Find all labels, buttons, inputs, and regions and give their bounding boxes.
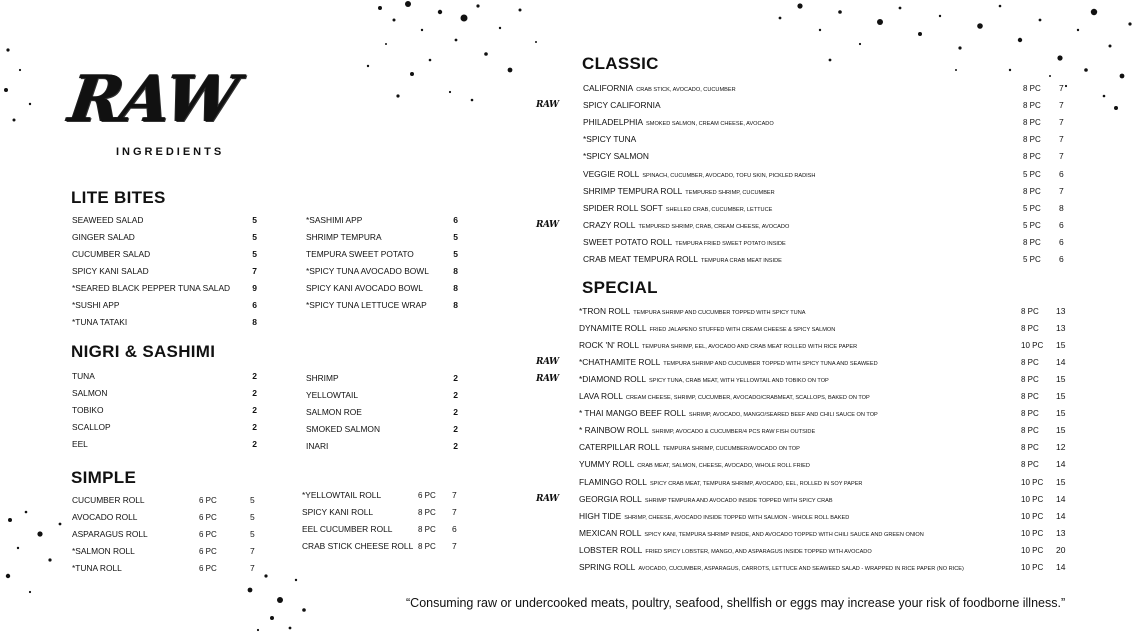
raw-badge-icon: RAW (536, 219, 559, 230)
classic-item-pieces: 8 PC (1023, 84, 1041, 93)
simple-item-name: *YELLOWTAIL ROLL (302, 490, 382, 500)
classic-item-description: SPINACH, CUCUMBER, AVOCADO, TOFU SKIN, PICKLED RADISH (642, 172, 816, 179)
nigiri-item-name: TUNA (72, 371, 95, 381)
special-item-price: 14 (1056, 510, 1066, 521)
special-item-name (579, 562, 964, 575)
simple-item-pieces: 8 PC (418, 525, 436, 534)
classic-item-description: TEMPURED SHRIMP, CRAB, CREAM CHEESE, AVOCADO (638, 223, 790, 230)
lite-bites-item-price: 5 (252, 232, 257, 242)
classic-item-title: SHRIMP TEMPURA ROLL (583, 185, 683, 196)
special-item-title: * THAI MANGO BEEF ROLL (579, 408, 686, 419)
classic-item-name (583, 203, 772, 216)
special-item-name (579, 357, 878, 370)
nigiri-item-name: SMOKED SALMON (306, 424, 380, 434)
lite-bites-item-price: 5 (453, 232, 458, 242)
classic-item-title: SPICY CALIFORNIA (583, 100, 661, 111)
simple-item-price: 6 (452, 524, 457, 534)
simple-item-price: 7 (250, 563, 255, 573)
special-item-description: FRIED SPICY LOBSTER, MANGO, AND ASPARAGUS INSIDE TOPPED WITH AVOCADO (645, 548, 872, 555)
simple-item-price: 7 (250, 546, 255, 556)
nigiri-sashimi-title: NIGRI & SASHIMI (71, 342, 216, 361)
lite-bites-item-name: *SEARED BLACK PEPPER TUNA SALAD (72, 283, 231, 293)
special-item-name (579, 459, 810, 472)
classic-item-title: SWEET POTATO ROLL (583, 236, 673, 247)
special-item-title: LOBSTER ROLL (579, 544, 643, 555)
raw-badge-icon: RAW (536, 493, 559, 504)
nigiri-item-name: YELLOWTAIL (306, 390, 358, 400)
special-item-title: HIGH TIDE (579, 510, 622, 521)
simple-item-pieces: 8 PC (418, 508, 436, 517)
lite-bites-item-name: *SPICY TUNA LETTUCE WRAP (306, 300, 427, 310)
lite-bites-item-name: *SASHIMI APP (306, 215, 363, 225)
simple-item-price: 5 (250, 529, 255, 539)
special-item-pieces: 10 PC (1021, 562, 1044, 572)
classic-item-price: 8 (1059, 202, 1064, 213)
special-item-description: TEMPURA SHRIMP, EEL, AVOCADO AND CRAB MEAT ROLLED WITH RICE PAPER (641, 344, 858, 351)
lite-bites-title: LITE BITES (71, 188, 166, 207)
special-item-name (579, 340, 857, 353)
lite-bites-item-name: *SPICY TUNA AVOCADO BOWL (306, 266, 429, 276)
special-item-price: 13 (1056, 306, 1066, 316)
classic-item-price: 6 (1059, 219, 1064, 230)
nigiri-item-name: SHRIMP (306, 373, 339, 383)
lite-bites-item-price: 8 (252, 317, 257, 327)
special-item-title: LAVA ROLL (579, 391, 623, 402)
simple-item-name: SPICY KANI ROLL (302, 507, 374, 517)
classic-item-price: 7 (1059, 134, 1064, 145)
nigiri-item-name: INARI (306, 441, 329, 451)
classic-item-description: CRAB STICK, AVOCADO, CUCUMBER (636, 87, 736, 93)
simple-item-name: CRAB STICK CHEESE ROLL (302, 541, 414, 551)
special-item-price: 14 (1056, 357, 1066, 368)
special-item-description: SHRIMP, CHEESE, AVOCADO INSIDE TOPPED WITH SALMON - WHOLE ROLL BAKED (624, 514, 850, 521)
special-item-pieces: 8 PC (1021, 358, 1039, 368)
classic-item-pieces: 8 PC (1023, 186, 1041, 196)
special-item-price: 13 (1056, 323, 1066, 334)
special-item-pieces: 8 PC (1021, 392, 1039, 402)
raw-badge-icon: RAW (536, 100, 559, 111)
simple-item-price: 5 (250, 512, 255, 522)
simple-item-pieces: 6 PC (199, 547, 217, 556)
special-item-name (579, 425, 815, 438)
special-item-price: 12 (1056, 442, 1066, 453)
special-item-pieces: 10 PC (1021, 528, 1044, 538)
special-item-price: 13 (1056, 527, 1066, 538)
special-item-pieces: 10 PC (1021, 477, 1044, 487)
raw-badge-icon: RAW (536, 374, 559, 385)
special-item-name (579, 545, 872, 558)
special-item-price: 15 (1056, 408, 1066, 419)
special-item-title: *TRON ROLL (579, 306, 631, 316)
simple-item-name: *TUNA ROLL (72, 563, 122, 573)
special-item-pieces: 8 PC (1021, 307, 1039, 316)
special-item-pieces: 8 PC (1021, 375, 1039, 385)
nigiri-item-price: 2 (252, 388, 257, 398)
classic-item-description: SMOKED SALMON, CREAM CHEESE, AVOCADO (646, 121, 774, 128)
nigiri-item-price: 2 (453, 424, 458, 434)
lite-bites-item-name: SPICY KANI AVOCADO BOWL (306, 283, 423, 293)
special-item-description: AVOCADO, CUCUMBER, ASPARAGUS, CARROTS, LETTUCE AND SEAWEED SALAD - WRAPPED IN RICE PAPER (NO RICE) (638, 565, 964, 572)
special-item-title: YUMMY ROLL (579, 459, 635, 470)
special-item-price: 15 (1056, 425, 1066, 436)
simple-item-name: CUCUMBER ROLL (72, 495, 145, 505)
classic-item-pieces: 5 PC (1023, 203, 1041, 213)
lite-bites-item-price: 5 (252, 215, 257, 225)
special-item-description: SHRIMP, AVOCADO & CUCUMBER/4 PCS RAW FISH OUTSIDE (651, 429, 816, 436)
special-item-description: SHRIMP TEMPURA AND AVOCADO INSIDE TOPPED WITH SPICY CRAB (644, 497, 833, 504)
special-item-title: GEORGIA ROLL (579, 493, 642, 504)
nigiri-item-name: SALMON ROE (306, 407, 362, 417)
simple-item-price: 7 (452, 490, 457, 500)
nigiri-item-price: 2 (453, 441, 458, 451)
ink-splatter-bottom-left (0, 500, 320, 640)
classic-item-title: CRAZY ROLL (583, 219, 636, 230)
lite-bites-item-name: *TUNA TATAKI (72, 317, 128, 327)
lite-bites-item-price: 7 (252, 266, 257, 276)
lite-bites-item-price: 9 (252, 283, 257, 293)
classic-item-description: SHELLED CRAB, CUCUMBER, LETTUCE (665, 206, 773, 213)
classic-item-price: 6 (1059, 254, 1064, 264)
lite-bites-item-price: 6 (453, 215, 458, 225)
special-item-price: 15 (1056, 476, 1066, 487)
nigiri-item-price: 2 (453, 390, 458, 400)
nigiri-item-price: 2 (252, 405, 257, 415)
classic-item-price: 7 (1059, 83, 1064, 93)
classic-item-price: 7 (1059, 100, 1064, 111)
classic-item-pieces: 5 PC (1023, 220, 1041, 230)
special-item-name (579, 511, 849, 524)
special-item-price: 14 (1056, 493, 1066, 504)
classic-item-name (583, 186, 775, 199)
special-item-description: TEMPURA SHRIMP AND CUCUMBER TOPPED WITH SPICY TUNA (633, 310, 806, 316)
nigiri-item-name: SCALLOP (72, 422, 111, 432)
special-item-price: 15 (1056, 374, 1066, 385)
special-item-title: *DIAMOND ROLL (579, 374, 647, 385)
nigiri-item-price: 2 (252, 439, 257, 449)
classic-item-title: CRAB MEAT TEMPURA ROLL (583, 254, 698, 264)
special-item-pieces: 10 PC (1021, 511, 1044, 521)
special-item-name (579, 442, 800, 455)
classic-item-title: VEGGIE ROLL (583, 168, 640, 179)
special-item-title: *CHATHAMITE ROLL (579, 357, 661, 368)
special-item-name (579, 494, 833, 507)
classic-item-name (583, 151, 649, 162)
special-item-description: TEMPURA SHRIMP AND CUCUMBER TOPPED WITH SPICY TUNA AND SEAWEED (663, 361, 878, 368)
special-item-title: MEXICAN ROLL (579, 527, 642, 538)
special-item-name (579, 323, 835, 336)
lite-bites-item-name: TEMPURA SWEET POTATO (306, 249, 414, 259)
simple-item-name: EEL CUCUMBER ROLL (302, 524, 393, 534)
classic-item-name (583, 237, 786, 250)
classic-item-title: CALIFORNIA (583, 83, 634, 93)
simple-item-pieces: 6 PC (199, 496, 217, 505)
classic-item-description: TEMPURA CRAB MEAT INSIDE (700, 258, 782, 264)
special-item-name (579, 306, 806, 319)
classic-item-pieces: 8 PC (1023, 101, 1041, 111)
special-item-description: SPICY KANI, TEMPURA SHRIMP INSIDE, AND AVOCADO TOPPED WITH CHILI SAUCE AND GREEN ONION (644, 531, 924, 538)
simple-item-pieces: 6 PC (418, 491, 436, 500)
nigiri-item-price: 2 (252, 371, 257, 381)
nigiri-item-name: TOBIKO (72, 405, 104, 415)
simple-item-pieces: 6 PC (199, 513, 217, 522)
nigiri-item-price: 2 (453, 373, 458, 383)
simple-item-pieces: 6 PC (199, 530, 217, 539)
classic-item-title: PHILADELPHIA (583, 117, 644, 128)
lite-bites-item-price: 8 (453, 300, 458, 310)
simple-item-name: ASPARAGUS ROLL (72, 529, 148, 539)
special-item-pieces: 8 PC (1021, 409, 1039, 419)
special-item-name (579, 477, 862, 490)
classic-item-pieces: 8 PC (1023, 118, 1041, 128)
lite-bites-item-name: SPICY KANI SALAD (72, 266, 149, 276)
special-item-price: 15 (1056, 340, 1066, 351)
classic-item-name (583, 220, 789, 233)
special-item-description: SPICY CRAB MEAT, TEMPURA SHRIMP, AVOCADO, EEL, ROLLED IN SOY PAPER (649, 480, 863, 487)
lite-bites-item-price: 5 (453, 249, 458, 259)
simple-title: SIMPLE (71, 468, 137, 487)
special-item-pieces: 8 PC (1021, 460, 1039, 470)
special-item-name (579, 408, 878, 421)
classic-item-price: 7 (1059, 117, 1064, 128)
lite-bites-item-name: *SUSHI APP (72, 300, 120, 310)
special-item-title: * RAINBOW ROLL (579, 425, 649, 436)
special-item-title: CATERPILLAR ROLL (579, 442, 660, 453)
special-item-description: CREAM CHEESE, SHRIMP, CUCUMBER, AVOCADO/CRABMEAT, SCALLOPS, BAKED ON TOP (625, 395, 870, 402)
special-title: SPECIAL (582, 278, 658, 297)
special-item-description: CRAB MEAT, SALMON, CHEESE, AVOCADO, WHOLE ROLL FRIED (637, 463, 810, 470)
ink-splatter-top (360, 0, 1137, 120)
classic-item-name (583, 100, 661, 111)
lite-bites-item-name: SEAWEED SALAD (72, 215, 144, 225)
nigiri-item-price: 2 (252, 422, 257, 432)
classic-item-title: *SPICY SALMON (583, 151, 649, 162)
nigiri-item-name: SALMON (72, 388, 108, 398)
classic-item-pieces: 8 PC (1023, 135, 1041, 145)
special-item-pieces: 8 PC (1021, 426, 1039, 436)
special-item-description: FRIED JALAPENO STUFFED WITH CREAM CHEESE & SPICY SALMON (649, 327, 836, 334)
simple-item-price: 5 (250, 495, 255, 505)
raw-badge-icon: RAW (536, 357, 559, 368)
nigiri-item-name: EEL (72, 439, 88, 449)
simple-item-pieces: 6 PC (199, 564, 217, 573)
raw-logo-wordmark: RAW (64, 62, 241, 137)
special-item-pieces: 8 PC (1021, 443, 1039, 453)
lite-bites-item-price: 5 (252, 249, 257, 259)
nigiri-item-price: 2 (453, 407, 458, 417)
classic-item-name (583, 83, 736, 96)
classic-item-price: 7 (1059, 185, 1064, 196)
classic-item-description: TEMPURED SHRIMP, CUCUMBER (685, 189, 775, 196)
lite-bites-item-price: 8 (453, 283, 458, 293)
special-item-name (579, 374, 829, 387)
classic-item-price: 6 (1059, 236, 1064, 247)
special-item-description: SPICY TUNA, CRAB MEAT, WITH YELLOWTAIL AND TOBIKO ON TOP (649, 378, 829, 385)
special-item-pieces: 10 PC (1021, 545, 1044, 555)
classic-title: CLASSIC (582, 54, 659, 73)
classic-item-name (583, 169, 815, 182)
special-item-pieces: 8 PC (1021, 324, 1039, 334)
foodborne-illness-notice: “Consuming raw or undercooked meats, poultry, seafood, shellfish or eggs may increase your risk of foodborne illness.” (406, 596, 1066, 610)
classic-item-pieces: 8 PC (1023, 152, 1041, 162)
classic-item-pieces: 5 PC (1023, 169, 1041, 179)
special-item-title: SPRING ROLL (579, 561, 636, 572)
special-item-price: 15 (1056, 391, 1066, 402)
special-item-name (579, 391, 870, 404)
classic-item-pieces: 5 PC (1023, 255, 1041, 264)
special-item-price: 20 (1056, 544, 1066, 555)
lite-bites-item-price: 6 (252, 300, 257, 310)
classic-item-price: 7 (1059, 151, 1064, 162)
lite-bites-item-name: GINGER SALAD (72, 232, 135, 242)
ink-splatter-left (0, 40, 60, 130)
simple-item-price: 7 (452, 541, 457, 551)
classic-item-title: *SPICY TUNA (583, 134, 637, 145)
special-item-name (579, 528, 924, 541)
lite-bites-item-name: SHRIMP TEMPURA (306, 232, 382, 242)
classic-item-price: 6 (1059, 168, 1064, 179)
classic-item-name (583, 134, 636, 145)
special-item-price: 14 (1056, 459, 1066, 470)
simple-item-pieces: 8 PC (418, 542, 436, 551)
classic-item-name (583, 254, 782, 267)
special-item-title: ROCK 'N' ROLL (579, 340, 639, 351)
classic-item-description: TEMPURA FRIED SWEET POTATO INSIDE (675, 240, 786, 247)
special-item-price: 14 (1056, 561, 1066, 572)
special-item-pieces: 10 PC (1021, 341, 1044, 351)
special-item-title: DYNAMITE ROLL (579, 323, 647, 334)
simple-item-price: 7 (452, 507, 457, 517)
classic-item-name (583, 117, 774, 130)
logo-subtitle: INGREDIENTS (116, 146, 225, 158)
special-item-description: TEMPURA SHRIMP, CUCUMBER/AVOCADO ON TOP (662, 446, 800, 453)
lite-bites-item-price: 8 (453, 266, 458, 276)
special-item-pieces: 10 PC (1021, 494, 1044, 504)
lite-bites-item-name: CUCUMBER SALAD (72, 249, 151, 259)
classic-item-title: SPIDER ROLL SOFT (583, 202, 663, 213)
classic-item-pieces: 8 PC (1023, 237, 1041, 247)
simple-item-name: *SALMON ROLL (72, 546, 135, 556)
special-item-description: SHRIMP, AVOCADO, MANGO/SEARED BEEF AND CHILI SAUCE ON TOP (688, 412, 878, 419)
special-item-title: FLAMINGO ROLL (579, 476, 647, 487)
simple-item-name: AVOCADO ROLL (72, 512, 138, 522)
